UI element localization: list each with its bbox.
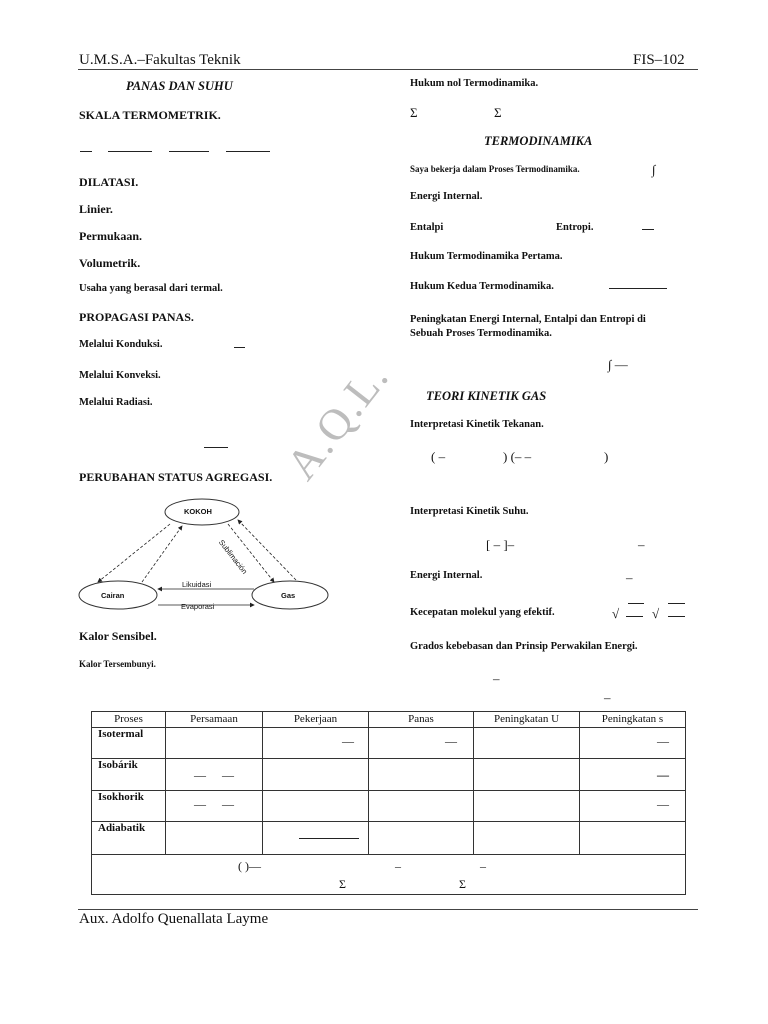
section-title-termodinamika: TERMODINAMIKA xyxy=(484,134,593,148)
formula-dash xyxy=(642,229,654,230)
table-cell xyxy=(263,822,369,855)
label-energi-internal: Energi Internal. xyxy=(410,191,483,202)
table-cell xyxy=(369,728,474,759)
footer-sigma: Σ xyxy=(459,877,466,891)
sigma-symbol: Σ xyxy=(410,105,418,120)
table-row xyxy=(92,791,686,822)
label-grados: Grados kebebasan dan Prinsip Perwakilan Energi. xyxy=(410,641,638,652)
table-cell xyxy=(369,759,474,791)
phase-change-diagram xyxy=(78,496,333,614)
label-peningkatan-line2: Sebuah Proses Termodinamika. xyxy=(410,328,552,339)
table-cell xyxy=(580,759,686,791)
table-row-label: Isotermal xyxy=(92,728,166,759)
tekanan-formula-part: ) xyxy=(604,449,609,464)
formula-dash xyxy=(204,447,228,448)
footer-minus: – xyxy=(395,859,401,873)
label-interpretasi-suhu: Interpretasi Kinetik Suhu. xyxy=(410,506,529,517)
diagram-node-right: Gas xyxy=(281,591,296,600)
label-hukum-kedua: Hukum Kedua Termodinamika. xyxy=(410,281,554,292)
heading-skala: SKALA TERMOMETRIK. xyxy=(79,108,221,122)
sqrt-symbol: √ xyxy=(612,606,620,621)
sigma-symbol: Σ xyxy=(494,105,502,120)
table-footer-row xyxy=(92,855,686,895)
formula-dash xyxy=(299,838,359,839)
formula-dash xyxy=(609,288,667,289)
section-title-panas: PANAS DAN SUHU xyxy=(126,79,233,93)
formula-dash xyxy=(169,151,209,152)
table-header-cell: Persamaan xyxy=(166,712,263,728)
footer-author: Aux. Adolfo Quenallata Layme xyxy=(79,911,269,927)
cell-dash: — xyxy=(222,768,234,782)
header-left: U.M.S.A.–Fakultas Teknik xyxy=(79,52,241,68)
table-row-label: Isobárik xyxy=(92,759,166,791)
table-header-cell: Pekerjaan xyxy=(263,712,369,728)
formula-dash xyxy=(668,603,685,604)
minus-symbol: – xyxy=(493,671,500,686)
cell-dash: — xyxy=(194,797,206,811)
label-kalor-tersembunyi: Kalor Tersembunyi. xyxy=(79,659,156,669)
label-saya-bekerja: Saya bekerja dalam Proses Termodinamika. xyxy=(410,164,580,174)
cell-dash: — xyxy=(657,768,669,782)
integral-dash-formula: ∫ — xyxy=(608,357,628,372)
table-cell xyxy=(263,759,369,791)
table-cell xyxy=(166,728,263,759)
table-cell xyxy=(474,791,580,822)
tekanan-formula-part: ) (– – xyxy=(503,449,532,464)
table-row xyxy=(92,759,686,791)
heading-kalor-sensibel: Kalor Sensibel. xyxy=(79,629,157,643)
table-header-cell: Proses xyxy=(92,712,166,728)
label-hukum-pertama: Hukum Termodinamika Pertama. xyxy=(410,251,563,262)
tekanan-formula-part: ( – xyxy=(431,449,446,464)
section-title-teori-kinetik: TEORI KINETIK GAS xyxy=(426,389,547,403)
table-cell xyxy=(369,791,474,822)
table-cell xyxy=(580,822,686,855)
label-kecepatan: Kecepatan molekul yang efektif. xyxy=(410,607,555,618)
table-cell xyxy=(166,822,263,855)
footer-minus: – xyxy=(480,859,486,873)
table-cell xyxy=(166,759,263,791)
label-konduksi: Melalui Konduksi. xyxy=(79,339,163,350)
label-konveksi: Melalui Konveksi. xyxy=(79,370,161,381)
minus-symbol: – xyxy=(604,690,611,705)
table-cell xyxy=(580,728,686,759)
footer-formula: ( )— xyxy=(238,859,261,873)
header-right: FIS–102 xyxy=(633,52,685,68)
table-row-label: Adiabatik xyxy=(92,822,166,855)
label-energi-internal-2: Energi Internal. xyxy=(410,570,483,581)
integral-symbol: ∫ xyxy=(652,162,656,177)
watermark: A.Q.L. xyxy=(276,351,399,489)
arrow-cairan-kokoh xyxy=(142,526,182,582)
footer-sigma: Σ xyxy=(339,877,346,891)
heading-perubahan: PERUBAHAN STATUS AGREGASI. xyxy=(79,470,273,484)
table-header-row xyxy=(92,712,686,728)
suhu-formula: [ – ]– xyxy=(486,537,515,552)
minus-symbol: – xyxy=(626,570,633,585)
sqrt-symbol: √ xyxy=(652,606,660,621)
table-cell xyxy=(263,791,369,822)
label-peningkatan-line1: Peningkatan Energi Internal, Entalpi dan Entropi di xyxy=(410,314,646,325)
cell-dash: — xyxy=(657,797,669,811)
diagram-node-top: KOKOH xyxy=(184,507,212,516)
label-entropi: Entropi. xyxy=(556,222,594,233)
heading-hukum-nol: Hukum nol Termodinamika. xyxy=(410,78,539,89)
diagram-label-sublimacion: Sublimación xyxy=(216,538,250,576)
label-permukaan: Permukaan. xyxy=(79,229,142,243)
formula-dash xyxy=(108,151,152,152)
formula-dash xyxy=(226,151,270,152)
heading-dilatasi: DILATASI. xyxy=(79,175,139,189)
header-rule xyxy=(78,69,698,70)
table-cell xyxy=(580,791,686,822)
table-header-cell: Panas xyxy=(369,712,474,728)
table-cell xyxy=(263,728,369,759)
formula-dash xyxy=(626,616,643,617)
arrow-kokoh-cairan xyxy=(98,524,170,582)
table-cell xyxy=(474,728,580,759)
cell-dash: — xyxy=(342,734,354,748)
formula-dash xyxy=(80,151,92,152)
table-header-cell: Peningkatan U xyxy=(474,712,580,728)
diagram-node-left: Cairan xyxy=(101,591,125,600)
table-cell xyxy=(166,791,263,822)
table-row-label: Isokhorik xyxy=(92,791,166,822)
table-footer-cell xyxy=(92,855,686,895)
process-table xyxy=(91,711,686,895)
table-cell xyxy=(369,822,474,855)
formula-dash xyxy=(628,603,644,604)
diagram-label-evaporasi: Evaporasi xyxy=(181,602,215,611)
diagram-label-likuidasi: Likuidasi xyxy=(182,580,212,589)
cell-dash: — xyxy=(194,768,206,782)
table-cell xyxy=(474,759,580,791)
footer-rule xyxy=(78,909,698,910)
label-usaha: Usaha yang berasal dari termal. xyxy=(79,283,223,294)
label-radiasi: Melalui Radiasi. xyxy=(79,397,153,408)
label-entalpi: Entalpi xyxy=(410,222,444,233)
formula-dash xyxy=(668,616,685,617)
label-interpretasi-tekanan: Interpretasi Kinetik Tekanan. xyxy=(410,419,544,430)
table-cell xyxy=(474,822,580,855)
table-row xyxy=(92,822,686,855)
cell-dash: — xyxy=(445,734,457,748)
heading-propagasi: PROPAGASI PANAS. xyxy=(79,310,194,324)
formula-dash xyxy=(234,347,245,348)
minus-symbol: – xyxy=(638,537,645,552)
cell-dash: — xyxy=(222,797,234,811)
label-linier: Linier. xyxy=(79,202,113,216)
cell-dash: — xyxy=(657,734,669,748)
label-volumetrik: Volumetrik. xyxy=(79,256,141,270)
table-row xyxy=(92,728,686,759)
table-header-cell: Peningkatan s xyxy=(580,712,686,728)
